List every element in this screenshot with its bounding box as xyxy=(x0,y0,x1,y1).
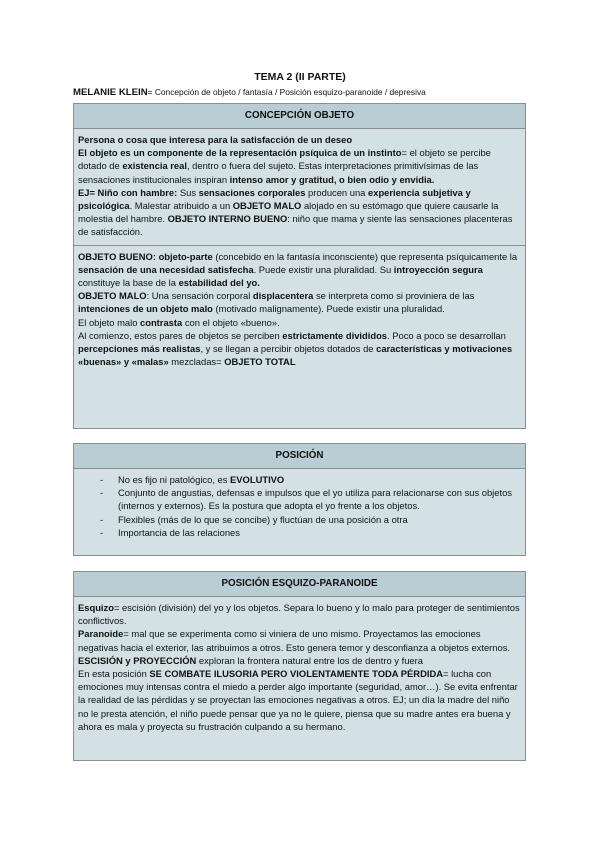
bold-text: EVOLUTIVO xyxy=(230,474,285,485)
paragraph xyxy=(78,601,521,627)
paragraph xyxy=(78,133,521,146)
bold-text: existencia real xyxy=(122,160,187,172)
paragraph xyxy=(78,146,521,186)
paragraph xyxy=(78,667,521,733)
list-item: - Importancia de las relaciones xyxy=(90,526,521,539)
bold-text: El objeto es un componente de la representación psíquica de un instinto xyxy=(78,147,402,159)
text: Al comienzo, estos pares de objetos se perciben xyxy=(78,329,283,341)
text: . Malestar atribuido a un xyxy=(129,200,233,212)
bold-text: OBJETO INTERNO BUENO xyxy=(167,213,288,225)
text: mezcladas= xyxy=(168,356,225,368)
bold-text: EJ= Niño con hambre: xyxy=(78,186,178,198)
bold-text: OBJETO MALO xyxy=(78,290,147,302)
page-title: TEMA 2 (II PARTE) xyxy=(254,71,346,83)
text: . Puede existir una pluralidad. Su xyxy=(253,263,394,275)
author-name: MELANIE KLEIN xyxy=(73,87,148,98)
bold-text: sensación de una necesidad satisfecha xyxy=(78,263,254,275)
bold-text: estabilidad del yo. xyxy=(178,277,260,289)
bold-text: experiencia subjetiva y psicológica xyxy=(78,186,471,212)
text: En esta posición xyxy=(78,668,150,680)
bold-text: ESCISIÓN y PROYECCIÓN xyxy=(78,654,197,666)
bold-text: introyección segura xyxy=(393,263,483,275)
text: = el objeto se percibe dotado de xyxy=(78,147,491,172)
esquizo-paranoide-body xyxy=(74,597,525,736)
bold-text: estrictamente divididos xyxy=(282,329,388,341)
concepcion-objeto-section xyxy=(73,103,526,429)
text: El objeto malo xyxy=(78,316,141,328)
paragraph xyxy=(78,289,521,315)
paragraph xyxy=(78,316,521,329)
bold-text: Paranoide xyxy=(78,628,124,640)
text: se interpreta como si proviniera de las xyxy=(313,290,475,302)
text: No es fijo ni patológico, es xyxy=(118,474,231,485)
text: = escisión (división) del yo y los objetos. Separa lo bueno y lo malo para proteger de sentimientos conflictivos. xyxy=(78,602,520,627)
paragraph xyxy=(78,654,521,667)
text: constituye la base de la xyxy=(78,277,179,289)
text: : Una sensación corporal xyxy=(146,290,253,302)
bold-text: sensaciones corporales xyxy=(198,186,306,198)
bold-text: características y motivaciones «buenas» y «malas» xyxy=(78,343,513,368)
bold-text: intenso amor y gratitud, o bien odio y envidia. xyxy=(229,173,435,185)
text: Sus xyxy=(177,186,199,198)
text: (motivado malignamente). Puede existir una pluralidad. xyxy=(212,303,445,315)
page-subtitle xyxy=(73,87,533,98)
list-item: - Conjunto de angustias, defensas e impulsos que el yo utiliza para relacionarse con sus objetos (internos y externos). Es la postura que adopta el yo frente a los objetos. xyxy=(90,486,521,512)
text: = lucha con emociones muy intensas contra el miedo a perder algo importante (seguridad, amor…). Se evita enfrentar la realidad de las pérdidas y se proyectan las emociones negativas a otros. EJ; un día la madre del niño no le presta atención, el niño puede pensar que ya no le quiere, piensa que su madre antes era buena y ahora es mala y proyecta su frustración culpando a su hermano. xyxy=(78,668,518,732)
paragraph xyxy=(78,250,521,290)
posicion-body xyxy=(74,469,525,542)
text: con el objeto «bueno». xyxy=(182,316,280,328)
list-item xyxy=(90,473,521,486)
subtitle-topics: = Concepción de objeto / fantasía / Posición esquizo-paranoide / depresiva xyxy=(147,87,426,97)
paragraph xyxy=(78,329,521,369)
text: , dentro o fuera del sujeto. Estas interpretaciones primitivísimas de las sensaciones institucionales inspiran xyxy=(78,160,479,185)
bold-text: OBJETO TOTAL xyxy=(224,356,296,368)
bold-text: intenciones de un objeto malo xyxy=(78,303,213,315)
posicion-list xyxy=(78,473,521,539)
bold-text: OBJETO MALO xyxy=(232,200,302,212)
bold-text: Esquizo xyxy=(78,602,114,613)
bold-text: contrasta xyxy=(140,316,183,328)
text: , y se llegan a percibir objetos dotados de xyxy=(200,343,377,355)
text: (concebido en la fantasía inconsciente) que representa psíquicamente la xyxy=(212,250,518,262)
posicion-section xyxy=(73,443,526,556)
concepcion-objeto-heading: CONCEPCIÓN OBJETO xyxy=(74,104,525,129)
bold-text: displacentera xyxy=(252,290,314,302)
posicion-heading: POSICIÓN xyxy=(74,444,525,469)
list-item: - Flexibles (más de lo que se concibe) y fluctúan de una posición a otra xyxy=(90,513,521,526)
bold-text: SE COMBATE ILUSORIA PERO VIOLENTAMENTE TODA PÉRDIDA xyxy=(149,668,443,680)
text: alojado en su estómago que quiere causarle la molestia del hambre. xyxy=(78,200,499,225)
esquizo-paranoide-section xyxy=(73,571,526,761)
text: producen una xyxy=(305,186,369,198)
paragraph xyxy=(78,627,521,653)
divider xyxy=(74,245,525,246)
bold-text: percepciones más realistas xyxy=(78,343,201,355)
bold-text: Persona o cosa que interesa para la satisfacción de un deseo xyxy=(78,134,353,145)
text: . Poco a poco se desarrollan xyxy=(387,329,506,341)
text: = mal que se experimenta como si viniera de uno mismo. Proyectamos las emociones negativas hacia el exterior, las atribuimos a otros. Esto genera temor y desconfianza a objetos externos. xyxy=(78,628,511,653)
concepcion-objeto-body xyxy=(74,129,525,371)
text: exploran la frontera natural entre los de dentro y fuera xyxy=(196,654,423,666)
esquizo-paranoide-heading: POSICIÓN ESQUIZO-PARANOIDE xyxy=(74,572,525,597)
text: : niño que mama y siente las sensaciones placenteras de satisfacción. xyxy=(78,213,513,238)
bold-text: OBJETO BUENO: objeto-parte xyxy=(78,250,213,262)
paragraph xyxy=(78,186,521,239)
